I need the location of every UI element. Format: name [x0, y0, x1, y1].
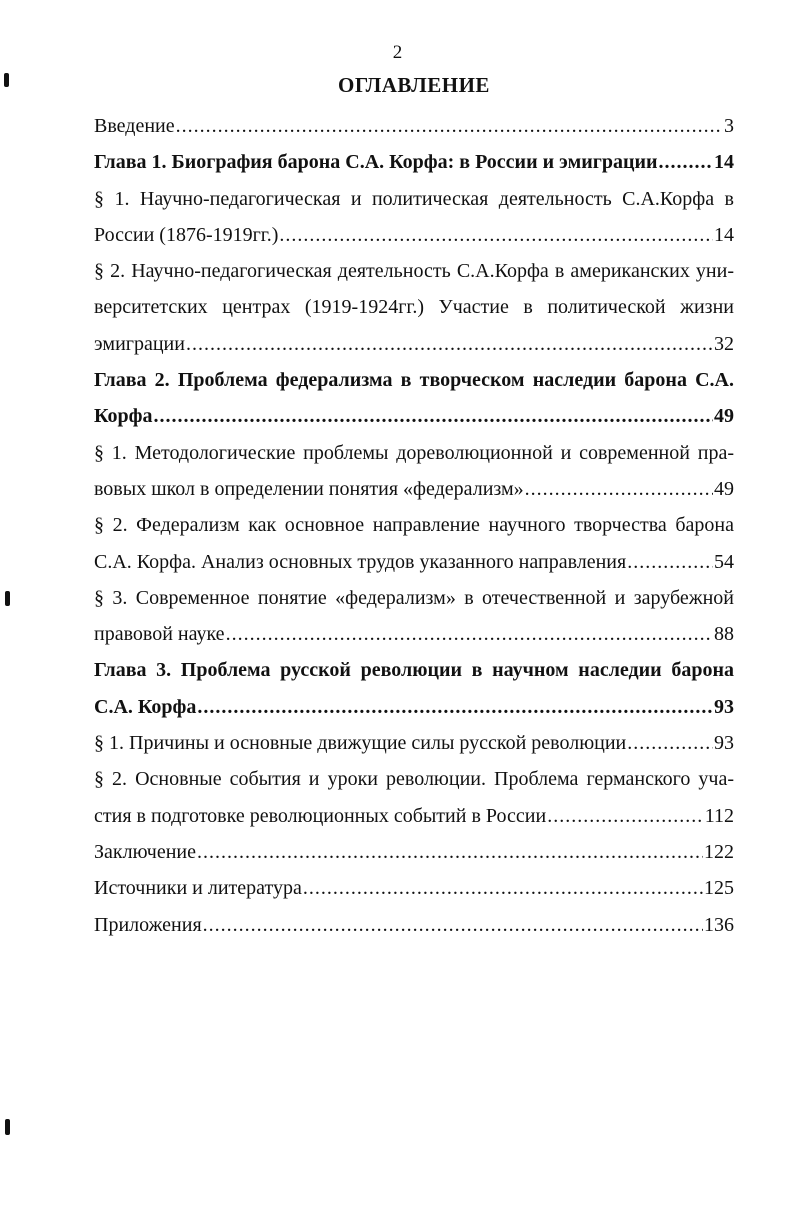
toc-entry-text: Глава 3. Проблема русской революции в научном наследии барона — [94, 659, 734, 682]
toc-entry-text: С.А. Корфа. Анализ основных трудов указанного направления — [94, 550, 627, 573]
toc-entry-text: стия в подготовке революционных событий в России — [94, 804, 547, 827]
toc-chapter — [94, 652, 734, 725]
dot-leader — [203, 907, 703, 943]
toc-page-number: 93 — [714, 695, 734, 718]
toc-entry-text: Источники и литература — [94, 877, 302, 900]
toc-page-number: 122 — [704, 840, 734, 863]
toc-line — [94, 725, 734, 761]
toc-line — [94, 181, 734, 217]
toc-entry-text: § 3. Современное понятие «федерализм» в отечественной и зарубежной — [94, 586, 734, 609]
toc-entry — [94, 580, 734, 653]
toc-line — [94, 435, 734, 471]
dot-leader — [197, 689, 713, 725]
dot-leader — [186, 326, 713, 362]
toc-page-number: 49 — [714, 405, 734, 428]
toc-entry — [94, 870, 734, 906]
toc-line — [94, 289, 734, 325]
toc-entry-text: правовой науке — [94, 623, 225, 646]
toc-line — [94, 580, 734, 616]
toc-line — [94, 471, 734, 507]
dot-leader — [279, 217, 713, 253]
toc-entry-text: § 1. Научно-педагогическая и политическая деятельность С.А.Корфа в — [94, 187, 734, 210]
toc-entry-text: § 2. Федерализм как основное направление научного творчества барона — [94, 514, 734, 537]
page-title: ОГЛАВЛЕНИЕ — [338, 73, 490, 97]
toc-chapter — [94, 362, 734, 435]
toc-line — [94, 616, 734, 652]
dot-leader — [627, 544, 713, 580]
toc-entry — [94, 507, 734, 580]
toc-entry-text: Приложения — [94, 913, 202, 936]
dot-leader — [547, 798, 704, 834]
dot-leader — [197, 834, 703, 870]
toc-entry-text: Заключение — [94, 840, 196, 863]
toc-line — [94, 108, 734, 144]
toc-line — [94, 761, 734, 797]
toc-entry — [94, 435, 734, 508]
toc-page-number: 136 — [704, 913, 734, 936]
toc-line — [94, 689, 734, 725]
toc-entry — [94, 761, 734, 834]
toc-page-number: 3 — [724, 115, 734, 137]
toc-page-number: 32 — [714, 332, 734, 355]
toc-entry-text: § 1. Причины и основные движущие силы русской революции — [94, 732, 627, 755]
toc-entry — [94, 725, 734, 761]
dot-leader — [303, 870, 703, 906]
scan-mark — [5, 591, 10, 606]
toc-entry-text: § 1. Методологические проблемы дореволюционной и современной пра- — [94, 441, 734, 464]
toc-entry-text: России (1876-1919гг.) — [94, 223, 279, 246]
toc-entry-text: Глава 1. Биография барона С.А. Корфа: в России и эмиграции — [94, 151, 658, 174]
toc-page-number: 93 — [714, 732, 734, 755]
toc-entry-text: Глава 2. Проблема федерализма в творческом наследии барона С.А. — [94, 369, 734, 392]
dot-leader — [627, 725, 713, 761]
toc-line — [94, 870, 734, 906]
toc-page-number: 14 — [714, 151, 734, 174]
toc-chapter — [94, 144, 734, 180]
toc-page-number: 112 — [704, 804, 734, 827]
toc-entry-text: С.А. Корфа — [94, 695, 197, 718]
toc-page-number: 49 — [714, 477, 734, 500]
toc-line — [94, 652, 734, 688]
toc-line — [94, 144, 734, 180]
toc-entry — [94, 834, 734, 870]
toc-line — [94, 507, 734, 543]
toc-line — [94, 544, 734, 580]
toc-line — [94, 398, 734, 434]
toc-line — [94, 907, 734, 943]
toc-page-number: 125 — [704, 877, 734, 900]
dot-leader — [153, 398, 713, 434]
toc-entry-text: § 2. Научно-педагогическая деятельность С.А.Корфа в американских уни- — [94, 260, 734, 283]
toc-entry-text: эмиграции — [94, 332, 185, 355]
page-number: 2 — [392, 42, 403, 63]
toc-entry-text: Корфа — [94, 405, 153, 428]
dot-leader — [176, 108, 723, 144]
toc-entry — [94, 907, 734, 943]
toc-line — [94, 253, 734, 289]
toc-entry-text: вовых школ в определении понятия «федерализм» — [94, 477, 524, 500]
toc-line — [94, 834, 734, 870]
toc-entry-text: Введение — [94, 115, 175, 137]
toc-page-number: 54 — [714, 550, 734, 573]
toc-page-number: 14 — [714, 223, 734, 246]
toc-entry-text: верситетских центрах (1919-1924гг.) Участие в политической жизни — [94, 296, 734, 319]
toc-line — [94, 362, 734, 398]
dot-leader — [226, 616, 713, 652]
toc-line — [94, 326, 734, 362]
scan-mark — [5, 1119, 10, 1135]
dot-leader — [659, 144, 713, 180]
toc-entry — [94, 108, 734, 144]
dot-leader — [525, 471, 713, 507]
toc-entry-text: § 2. Основные события и уроки революции. Проблема германского уча- — [94, 768, 734, 791]
toc-line — [94, 798, 734, 834]
table-of-contents — [94, 108, 734, 943]
toc-entry — [94, 253, 734, 362]
toc-page-number: 88 — [714, 623, 734, 646]
toc-line — [94, 217, 734, 253]
toc-entry — [94, 181, 734, 254]
